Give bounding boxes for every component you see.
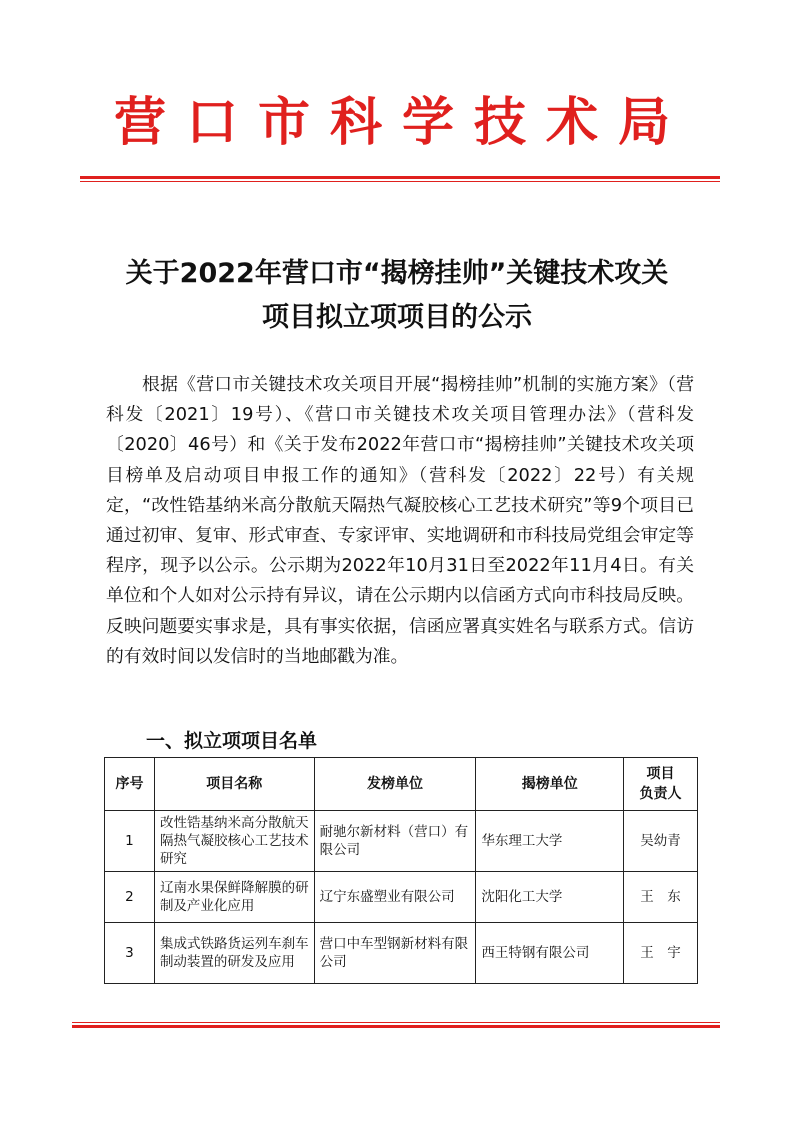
header-issuer: 发榜单位 bbox=[314, 758, 476, 811]
table-header-row bbox=[105, 758, 698, 811]
footer-rule-thin bbox=[72, 1022, 720, 1023]
cell-project-name: 改性锆基纳米高分散航天隔热气凝胶核心工艺技术研究 bbox=[154, 811, 314, 872]
header-taker: 揭榜单位 bbox=[476, 758, 624, 811]
footer-rule-thick bbox=[72, 1025, 720, 1028]
cell-seq: 2 bbox=[105, 872, 155, 923]
cell-issuer: 营口中车型钢新材料有限公司 bbox=[314, 923, 476, 984]
document-title-line2: 项目拟立项项目的公示 bbox=[262, 302, 532, 333]
section-heading-project-list: 一、拟立项项目名单 bbox=[146, 730, 318, 752]
header-seq: 序号 bbox=[105, 758, 155, 811]
document-title-line1: 关于2022年营口市“揭榜挂帅”关键技术攻关 bbox=[125, 258, 669, 289]
cell-taker: 西王特钢有限公司 bbox=[476, 923, 624, 984]
cell-taker: 沈阳化工大学 bbox=[476, 872, 624, 923]
cell-project-lead: 王 东 bbox=[624, 872, 698, 923]
cell-project-lead: 吴幼青 bbox=[624, 811, 698, 872]
letterhead-rule-thick bbox=[80, 176, 720, 179]
header-project-lead bbox=[624, 758, 698, 811]
cell-issuer: 辽宁东盛塑业有限公司 bbox=[314, 872, 476, 923]
header-project-name: 项目名称 bbox=[154, 758, 314, 811]
cell-taker: 华东理工大学 bbox=[476, 811, 624, 872]
letterhead-org-name: 营口市科学技术局 bbox=[113, 92, 690, 153]
header-lead-line1: 项目 bbox=[646, 766, 675, 782]
cell-seq: 1 bbox=[105, 811, 155, 872]
cell-seq: 3 bbox=[105, 923, 155, 984]
cell-project-name: 集成式铁路货运列车刹车制动装置的研发及应用 bbox=[154, 923, 314, 984]
table-row bbox=[105, 811, 698, 872]
project-table bbox=[104, 757, 698, 984]
table-row bbox=[105, 872, 698, 923]
announcement-paragraph: 根据《营口市关键技术攻关项目开展“揭榜挂帅”机制的实施方案》（营科发〔2021〕19号）、《营口市关键技术攻关项目管理办法》（营科发〔2020〕46号）和《关于发布2022年营口市“揭榜挂帅”关键技术攻关项目榜单及启动项目申报工作的通知》（营科发〔2022〕22号）有关规定，“改性锆基纳米高分散航天隔热气凝胶核心工艺技术研究”等9个项目已通过初审、复审、形式审查、专家评审、实地调研和市科技局党组会审定等程序，现予以公示。公示期为2022年10月31日至2022年11月4日。有关单位和个人如对公示持有异议，请在公示期内以信函方式向市科技局反映。反映问题要实事求是，具有事实依据，信函应署真实姓名与联系方式。信访的有效时间以发信时的当地邮戳为准。 bbox=[106, 374, 694, 667]
cell-project-name: 辽南水果保鲜降解膜的研制及产业化应用 bbox=[154, 872, 314, 923]
header-lead-line2: 负责人 bbox=[639, 786, 682, 802]
cell-issuer: 耐驰尔新材料（营口）有限公司 bbox=[314, 811, 476, 872]
table-row bbox=[105, 923, 698, 984]
letterhead-rule-thin bbox=[80, 181, 720, 182]
cell-project-lead: 王 宇 bbox=[624, 923, 698, 984]
